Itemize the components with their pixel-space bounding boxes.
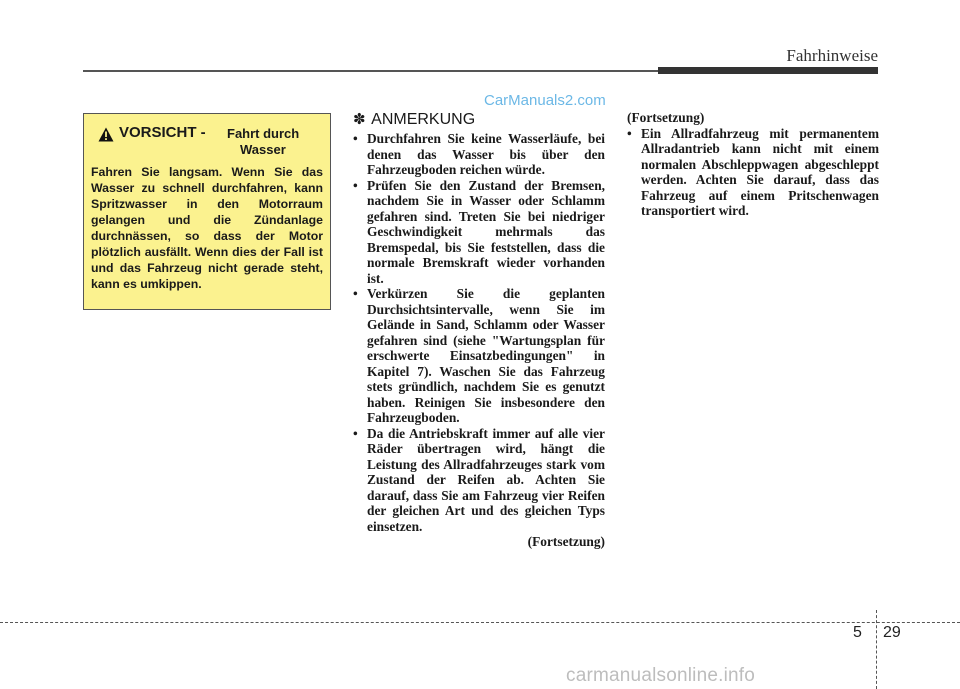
- continuation-list: [627, 126, 879, 219]
- caution-subject-line1: Fahrt durch: [227, 126, 300, 141]
- watermark-top[interactable]: CarManuals2.com: [484, 92, 606, 109]
- caution-label: VORSICHT -: [119, 124, 206, 141]
- caution-subject-line2: Wasser: [240, 142, 286, 157]
- list-item: • Prüfen Sie den Zustand der Bremsen, nachdem Sie in Wasser oder Schlamm gefahren sind. Treten Sie bei niedriger Geschwindigkeit mehrmals das Bremspedal, bis Sie feststellen, dass die normale Bremskraft wieder vorhanden ist.: [353, 178, 605, 287]
- watermark-bottom[interactable]: carmanualsonline.info: [566, 665, 756, 686]
- chapter-number: 5: [853, 624, 862, 641]
- caution-text: Fahren Sie langsam. Wenn Sie das Wasser zu schnell durchfahren, kann Spritzwasser in den Motorraum gelangen und die Zündanlage durchnässen, so dass der Motor plötzlich ausfällt. Wenn dies der Fall ist und das Fahrzeug nicht gerade steht, kann es umkippen.: [91, 165, 323, 291]
- header-rule: [83, 70, 663, 72]
- list-item: • Durchfahren Sie keine Wasserläufe, bei denen das Wasser bis über den Fahrzeugboden reichen würde.: [353, 131, 605, 178]
- caution-box: [83, 113, 331, 310]
- list-item: • Ein Allradfahrzeug mit permanentem Allradantrieb kann nicht mit einem normalen Abschleppwagen abgeschleppt werden. Achten Sie darauf, dass das Fahrzeug auf einem Pritschenwagen transportiert wird.: [627, 126, 879, 219]
- list-item: • Da die Antriebskraft immer auf alle vier Räder übertragen wird, hängt die Leistung des Allradfahrzeuges stark vom Zustand der Reifen ab. Achten Sie darauf, dass Sie am Fahrzeug vier Reifen der gleichen Art und des gleichen Typs einsetzen.: [353, 426, 605, 535]
- footer-rule: [0, 622, 960, 623]
- caution-title: [91, 124, 323, 164]
- note-star-icon: ✽: [353, 111, 366, 128]
- note-title-text: ANMERKUNG: [371, 111, 476, 128]
- list-item: • Verkürzen Sie die geplanten Durchsichtsintervalle, wenn Sie im Gelände in Sand, Schlamm oder Wasser gefahren sind (siehe "Wartungsplan für erschwerte Einsatzbedingungen" in Kapitel 7). Waschen Sie das Fahrzeug stets gründlich, nachdem Sie es genutzt haben. Reinigen Sie insbesondere den Fahrzeugboden.: [353, 286, 605, 426]
- continuation-label: (Fortsetzung): [627, 110, 705, 125]
- continuation-column: [627, 110, 879, 219]
- note-title: [353, 110, 605, 129]
- continued-label: (Fortsetzung): [527, 534, 605, 549]
- note-column: [353, 110, 605, 550]
- header-rule-accent: [658, 67, 878, 74]
- page-number: 29: [883, 624, 901, 641]
- note-list: [353, 131, 605, 534]
- warning-triangle-icon: [98, 127, 114, 142]
- footer-divider: [876, 610, 877, 689]
- section-title: Fahrhinweise: [786, 46, 878, 65]
